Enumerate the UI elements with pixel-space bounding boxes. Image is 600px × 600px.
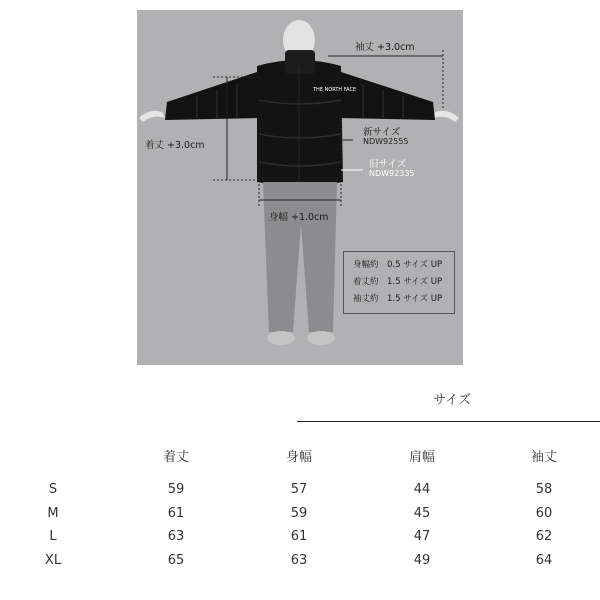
product-figure	[137, 10, 463, 365]
new-size-code: NDW92555	[363, 137, 409, 146]
table-cell: 59	[290, 506, 308, 521]
table-cell: 57	[290, 482, 308, 497]
length-dimension-label: 着丈 +3.0cm	[145, 140, 205, 151]
table-cell: 65	[167, 553, 185, 568]
table-cell: 44	[413, 482, 431, 497]
row-label-l: L	[49, 529, 57, 544]
size-change-info-box	[343, 251, 455, 314]
table-cell: 49	[413, 553, 431, 568]
table-cell: 61	[290, 529, 308, 544]
table-cell: 62	[535, 529, 553, 544]
table-cell: 60	[535, 506, 553, 521]
info-row: 着丈約 1.5 サイズ UP	[353, 277, 443, 287]
table-cell: 63	[167, 529, 185, 544]
right-sleeve	[339, 72, 435, 120]
old-size-label: 旧サイズ	[369, 159, 407, 170]
table-cell: 58	[535, 482, 553, 497]
pants	[263, 182, 337, 332]
table-cell: 45	[413, 506, 431, 521]
left-hand	[139, 111, 165, 122]
info-row: 身幅約 0.5 サイズ UP	[353, 260, 443, 270]
size-table-title: サイズ	[433, 393, 471, 408]
row-label-s: S	[48, 482, 58, 497]
left-sleeve	[165, 72, 259, 120]
width-dimension-label: 身幅 +1.0cm	[269, 212, 329, 223]
info-row: 袖丈約 1.5 サイズ UP	[353, 294, 443, 304]
left-shoe	[267, 331, 295, 345]
old-size-code: NDW92335	[369, 169, 415, 178]
column-header-shoulder: 肩幅	[408, 450, 435, 465]
right-hand	[433, 111, 459, 122]
new-size-label: 新サイズ	[363, 127, 401, 138]
right-shoe	[307, 331, 335, 345]
table-cell: 64	[535, 553, 553, 568]
sleeve-dimension-label: 袖丈 +3.0cm	[355, 42, 415, 53]
jacket-collar	[285, 50, 315, 74]
size-table-divider	[297, 421, 600, 422]
table-cell: 63	[290, 553, 308, 568]
table-cell: 61	[167, 506, 185, 521]
table-cell: 59	[167, 482, 185, 497]
row-label-xl: XL	[44, 553, 62, 568]
table-cell: 47	[413, 529, 431, 544]
row-label-m: M	[47, 506, 59, 521]
column-header-length: 着丈	[162, 450, 189, 465]
column-header-sleeve: 袖丈	[530, 450, 557, 465]
brand-logo: THE NORTH FACE	[313, 87, 357, 93]
jacket-body	[257, 60, 343, 186]
column-header-width: 身幅	[285, 450, 312, 465]
